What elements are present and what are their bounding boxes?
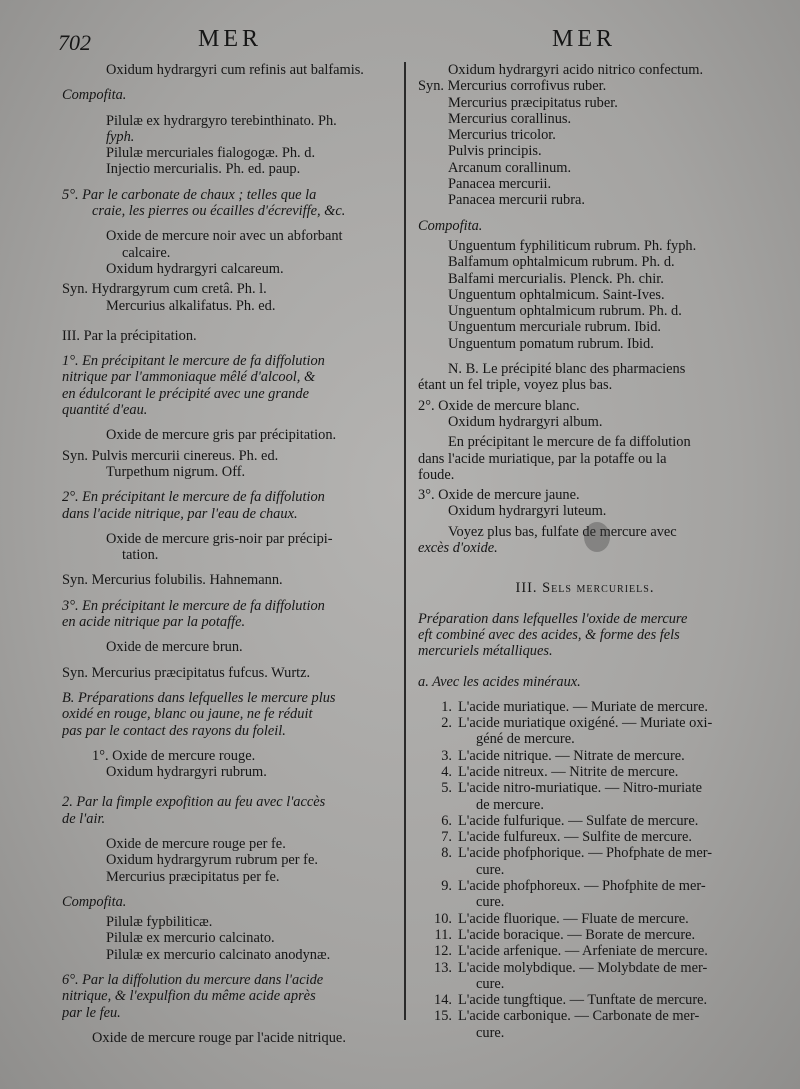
right-line: Unguentum ophtalmicum. Saint-Ives. <box>448 286 665 303</box>
left-line: 1°. Oxide de mercure rouge. <box>92 747 256 764</box>
left-line: Syn. Mercurius præcipitatus fufcus. Wurtz. <box>62 664 311 681</box>
left-line: Oxide de mercure brun. <box>106 639 243 656</box>
left-line: III. Par la précipitation. <box>62 327 197 344</box>
left-line: Compofita. <box>62 87 127 104</box>
acid-item <box>418 845 752 861</box>
acid-item <box>418 780 752 796</box>
right-line: Mercurius corallinus. <box>448 110 572 127</box>
left-line: oxidé en rouge, blanc ou jaune, ne fe réduit <box>62 706 313 723</box>
acid-item-text: L'acide nitreux. — Nitrite de mercure. <box>458 763 679 780</box>
right-line: Unguentum fyphiliticum rubrum. Ph. fyph. <box>448 237 697 254</box>
left-line: Oxidum hydrargyri cum refinis aut balfamis. <box>106 62 364 78</box>
acid-item-text: L'acide nitro-muriatique. — Nitro-muriate <box>458 780 702 797</box>
acid-item-number: 1. <box>441 698 452 715</box>
acid-item <box>418 943 752 959</box>
left-column <box>62 62 398 1046</box>
acid-item-number: 15. <box>434 1008 452 1025</box>
acid-item <box>418 878 752 894</box>
left-line: Oxide de mercure gris par précipitation. <box>106 427 337 444</box>
acid-item-continuation: cure. <box>476 861 505 878</box>
left-line: Pilulæ mercuriales fialogogæ. Ph. d. <box>106 145 316 162</box>
acid-item <box>418 927 752 943</box>
acid-item-text: L'acide muriatique oxigéné. — Muriate oxi- <box>458 715 713 732</box>
acid-item <box>418 911 752 927</box>
acid-item-number: 3. <box>441 747 452 764</box>
left-line: Oxidum hydrargyri calcareum. <box>106 260 284 277</box>
acid-item-number: 10. <box>434 910 452 927</box>
acid-item <box>418 992 752 1008</box>
left-line: Mercurius præcipitatus per fe. <box>106 868 280 885</box>
left-line: 2. Par la fimple expofition au feu avec l'accès <box>62 794 326 811</box>
acid-item-number: 4. <box>441 763 452 780</box>
acid-item-number: 14. <box>434 992 452 1009</box>
left-line: Pilulæ ex mercurio calcinato. <box>106 930 275 947</box>
acid-item-number: 12. <box>434 943 452 960</box>
right-line: dans l'acide muriatique, par la potaffe ou la <box>418 450 667 467</box>
right-column <box>418 62 752 1041</box>
acid-item-number: 13. <box>434 959 452 976</box>
acid-item-continuation: cure. <box>476 894 505 911</box>
acid-item-text: L'acide fulfureux. — Sulfite de mercure. <box>458 829 692 846</box>
right-line: Arcanum corallinum. <box>448 159 572 176</box>
left-line: Compofita. <box>62 893 127 910</box>
acid-list <box>418 699 752 1041</box>
acid-item-text: L'acide phofphoreux. — Phofphite de mer- <box>458 878 706 895</box>
acid-item <box>418 748 752 764</box>
left-line: Injectio mercurialis. Ph. ed. paup. <box>106 161 301 178</box>
left-line: nitrique par l'ammoniaque mêlé d'alcool, & <box>62 369 316 386</box>
acid-item-text: L'acide boracique. — Borate de mercure. <box>458 926 696 943</box>
right-line: a. Avec les acides minéraux. <box>418 673 581 690</box>
right-line: III. Sels mercuriels. <box>515 580 655 597</box>
acid-item-text: L'acide fulfurique. — Sulfate de mercure. <box>458 812 699 829</box>
right-column-text <box>418 62 752 690</box>
acid-item-text: L'acide nitrique. — Nitrate de mercure. <box>458 747 685 764</box>
left-line: fyph. <box>106 128 135 145</box>
left-line: nitrique, & l'expulfion du même acide après <box>62 988 316 1005</box>
acid-item <box>418 829 752 845</box>
right-line: Oxidum hydrargyri album. <box>448 413 603 430</box>
left-line: Turpethum nigrum. Off. <box>106 463 246 480</box>
right-line: Panacea mercurii. <box>448 176 552 193</box>
right-line: Unguentum mercuriale rubrum. Ibid. <box>448 319 661 336</box>
left-line: quantité d'eau. <box>62 402 148 419</box>
acid-item-text: L'acide muriatique. — Muriate de mercure. <box>458 698 708 715</box>
right-running-head: MER <box>552 26 617 52</box>
right-line: Oxidum hydrargyri luteum. <box>448 503 607 520</box>
acid-item <box>418 764 752 780</box>
right-line: étant un fel triple, voyez plus bas. <box>418 377 613 394</box>
right-line: Préparation dans lefquelles l'oxide de mercure <box>418 610 688 627</box>
right-line: Mercurius præcipitatus ruber. <box>448 94 618 111</box>
right-line: 2°. Oxide de mercure blanc. <box>418 397 580 414</box>
left-line: Syn. Hydrargyrum cum cretâ. Ph. l. <box>62 281 267 298</box>
acid-item-text: L'acide tungftique. — Tunftate de mercure. <box>458 992 708 1009</box>
left-line: Oxide de mercure gris-noir par précipi- <box>106 530 333 547</box>
left-line: en édulcorant le précipité avec une grande <box>62 385 309 402</box>
acid-item-text: L'acide carbonique. — Carbonate de mer- <box>458 1008 700 1025</box>
acid-item-number: 7. <box>441 829 452 846</box>
page-number: 702 <box>58 30 91 55</box>
left-line: de l'air. <box>62 810 106 827</box>
left-line: en acide nitrique par la potaffe. <box>62 614 246 631</box>
left-running-head: MER <box>198 26 263 52</box>
acid-item-text: L'acide molybdique. — Molybdate de mer- <box>458 959 708 976</box>
left-line: Oxidum hydrargyrum rubrum per fe. <box>106 852 318 869</box>
right-line: Unguentum pomatum rubrum. Ibid. <box>448 335 654 352</box>
acid-item-text: L'acide fluorique. — Fluate de mercure. <box>458 910 689 927</box>
left-line: Syn. Pulvis mercurii cinereus. Ph. ed. <box>62 447 279 464</box>
right-line: Panacea mercurii rubra. <box>448 192 586 209</box>
right-line: En précipitant le mercure de fa diffolution <box>448 434 691 451</box>
left-line: Pilulæ ex mercurio calcinato anodynæ. <box>106 946 331 963</box>
acid-item-number: 6. <box>441 812 452 829</box>
acid-item-number: 2. <box>441 715 452 732</box>
acid-item-continuation: cure. <box>476 975 505 992</box>
right-line: Voyez plus bas, fulfate de mercure avec <box>448 523 677 540</box>
left-line: Syn. Mercurius folubilis. Hahnemann. <box>62 572 283 589</box>
acid-item-text: L'acide phofphorique. — Phofphate de mer- <box>458 845 713 862</box>
acid-item-number: 5. <box>441 780 452 797</box>
acid-item-number: 9. <box>441 878 452 895</box>
acid-item <box>418 1008 752 1024</box>
left-line: Oxidum hydrargyri rubrum. <box>106 764 267 781</box>
left-line: B. Préparations dans lefquelles le mercure plus <box>62 689 336 706</box>
right-line: Balfamum ophtalmicum rubrum. Ph. d. <box>448 254 675 271</box>
right-line: excès d'oxide. <box>418 540 498 557</box>
acid-item <box>418 715 752 731</box>
acid-item-text: L'acide arfenique. — Arfeniate de mercure. <box>458 943 708 960</box>
left-line: dans l'acide nitrique, par l'eau de chaux. <box>62 505 298 522</box>
acid-item <box>418 699 752 715</box>
left-line: 1°. En précipitant le mercure de fa diffolution <box>62 353 325 370</box>
acid-item-continuation: géné de mercure. <box>476 731 575 748</box>
left-line: Pilulæ ex hydrargyro terebinthinato. Ph. <box>106 112 337 129</box>
left-line: Mercurius alkalifatus. Ph. ed. <box>106 297 276 314</box>
column-rule <box>404 62 406 1020</box>
left-line: calcaire. <box>122 244 171 261</box>
right-line: N. B. Le précipité blanc des pharmaciens <box>448 361 686 378</box>
ink-stain <box>584 522 610 552</box>
left-line: Pilulæ fypbiliticæ. <box>106 914 213 931</box>
acid-item <box>418 813 752 829</box>
left-line: pas par le contact des rayons du foleil. <box>62 722 286 739</box>
acid-item-continuation: de mercure. <box>476 796 544 813</box>
left-line: Oxide de mercure rouge per fe. <box>106 835 286 852</box>
acid-item-number: 8. <box>441 845 452 862</box>
left-line: 6°. Par la diffolution du mercure dans l'acide <box>62 972 324 989</box>
right-line: Compofita. <box>418 217 483 234</box>
right-line: foude. <box>418 466 455 483</box>
left-line: 5°. Par le carbonate de chaux ; telles que la <box>62 186 317 203</box>
left-line: par le feu. <box>62 1004 121 1021</box>
left-line: Oxide de mercure rouge par l'acide nitrique. <box>92 1029 346 1046</box>
left-line: 2°. En précipitant le mercure de fa diffolution <box>62 489 325 506</box>
right-line: Balfami mercurialis. Plenck. Ph. chir. <box>448 270 664 287</box>
right-line: 3°. Oxide de mercure jaune. <box>418 487 580 504</box>
right-line: Mercurius tricolor. <box>448 127 556 144</box>
left-line: tation. <box>122 547 159 564</box>
right-line: Syn. Mercurius corrofivus ruber. <box>418 78 607 95</box>
right-line: Pulvis principis. <box>448 143 542 160</box>
left-line: 3°. En précipitant le mercure de fa diffolution <box>62 597 325 614</box>
acid-item <box>418 960 752 976</box>
right-line: eft combiné avec des acides, & forme des fels <box>418 626 680 643</box>
right-line: Oxidum hydrargyri acido nitrico confectum. <box>448 62 704 78</box>
left-line: Oxide de mercure noir avec un abforbant <box>106 228 343 245</box>
left-line: craie, les pierres ou écailles d'écreviffe, &c. <box>92 203 346 220</box>
right-line: Unguentum ophtalmicum rubrum. Ph. d. <box>448 303 682 320</box>
right-line: mercuriels métalliques. <box>418 643 553 660</box>
acid-item-number: 11. <box>434 926 452 943</box>
acid-item-continuation: cure. <box>476 1024 505 1041</box>
